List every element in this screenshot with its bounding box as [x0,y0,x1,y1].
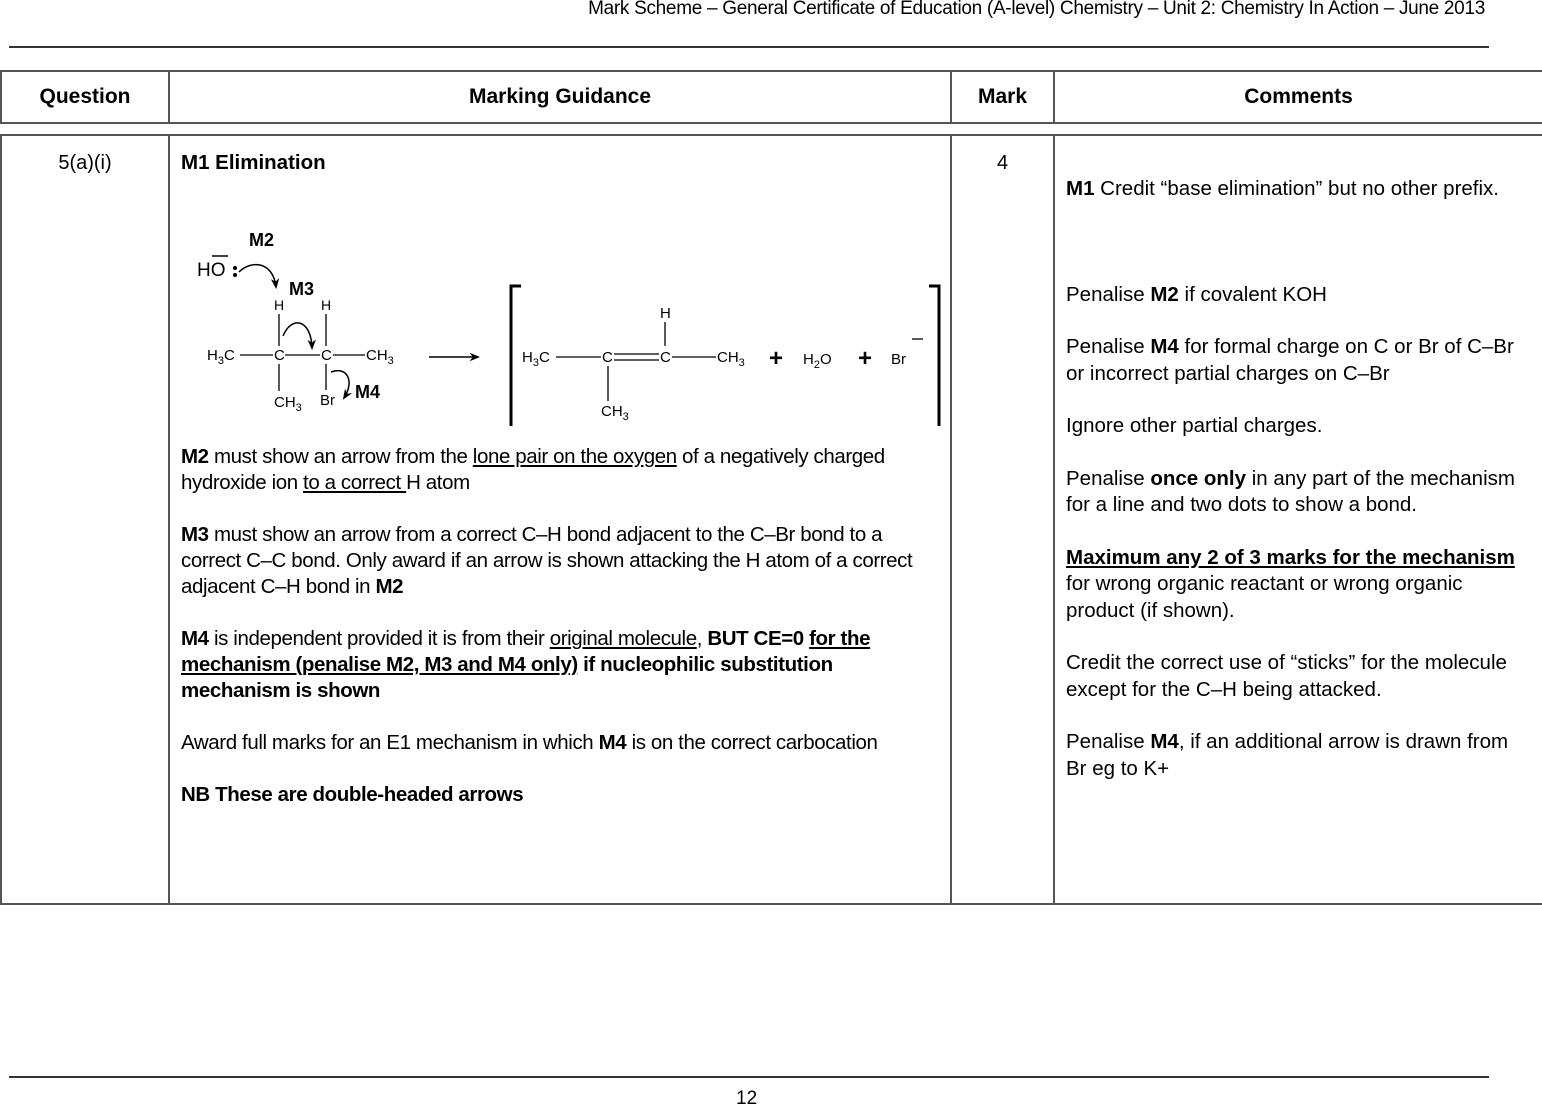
label-m3: M3 [289,279,315,299]
column-header-question: Question [1,71,169,123]
atom-c1: C [274,347,285,364]
svg-text:Br: Br [891,351,906,368]
product-water [803,351,832,371]
comment-m2-covalent: Penalise M2 if covalent KOH [1066,282,1327,306]
header-rule [9,46,1489,48]
plus-sign-2: + [858,345,873,372]
atom-br: Br [320,392,335,409]
comment-sticks: Credit the correct use of “sticks” for the molecule except for the C–H being attacked. [1066,651,1507,701]
svg-text:CH3: $CH_3$ [366,347,394,367]
guidance-m3: M3 must show an arrow from a correct C–H bond adjacent to the C–Br bond to a correct C–C bond. Only award if an arrow is shown attacking the H atom of a correct adjacent C–H bond in M2 [181,523,913,598]
table-body [0,134,1542,905]
bracket-left [511,286,521,426]
comment-partial-charges: Ignore other partial charges. [1066,414,1323,437]
page-number: 12 [736,1088,758,1109]
svg-text:C: C [602,349,613,366]
svg-text:HO: HO [197,260,226,281]
question-number: 5(a)(i) [1,135,169,904]
atom-c2: C [321,347,332,364]
svg-text:CH3: $CH_3$ [601,403,629,423]
atom-ch3-bottom [274,394,302,414]
curly-arrow-m2 [239,265,276,287]
hydroxide-ion [197,256,237,281]
bracket-right [929,286,939,426]
comment-once-only: Penalise once only in any part of the mechanism for a line and two dots to show a bond. [1066,466,1515,516]
svg-text:H3C: $H_3C$ [522,349,550,369]
guidance-e1: Award full marks for an E1 mechanism in which M4 is on the correct carbocation [181,731,878,754]
product-alkene [522,305,745,423]
guidance-note: NB These are double-headed arrows [181,783,524,806]
plus-sign-1: + [769,345,784,372]
atom-ch3-right [366,347,394,367]
comment-m1: M1 Credit “base elimination” but no other prefix. [1066,177,1499,200]
curly-arrow-m3 [283,323,312,348]
marking-guidance-cell [169,135,951,904]
svg-text:H: H [660,305,671,322]
svg-text:H2O: $H_2O$ [803,351,832,371]
svg-text:CH3: $CH_3$ [274,394,302,414]
column-header-marking-guidance: Marking Guidance [169,71,951,123]
svg-text:C: C [660,349,671,366]
svg-text:H3C: $H_3C$ [207,347,235,367]
running-header: Mark Scheme – General Certificate of Education (A-level) Chemistry – Unit 2: Chemistry In Action – June 2013 [588,0,1485,19]
mechanism-diagram [181,176,951,426]
comments-cell [1054,135,1542,904]
atom-h3c [207,347,235,367]
table-header [0,70,1542,124]
guidance-m4: M4 is independent provided it is from their original molecule, BUT CE=0 for the mechanism (penalise M2, M3 and M4 only) if nucleophilic substitution mechanism is shown [181,627,871,702]
mark-value: 4 [951,135,1054,904]
comment-m4-charge: Penalise M4 for formal charge on C or Br of C–Br or incorrect partial charges on C–Br [1066,335,1514,385]
guidance-m2: M2 must show an arrow from the lone pair on the oxygen of a negatively charged hydroxide ion to a correct H atom [181,445,885,494]
column-header-comments: Comments [1054,71,1542,123]
label-m2: M2 [249,230,275,250]
product-bromide-ion [891,339,923,368]
atom-h-right: H [321,297,332,313]
table-row [1,135,1542,904]
svg-text:CH3: $CH_3$ [717,349,745,369]
m1-title: M1 Elimination [181,151,326,174]
comment-maximum-marks: Maximum any 2 of 3 marks for the mechanism for wrong organic reactant or wrong organic product (if shown). [1066,545,1515,622]
label-m4: M4 [355,382,381,402]
column-header-mark: Mark [951,71,1054,123]
atom-h-left: H [274,297,285,313]
footer-rule [9,1076,1489,1078]
comment-additional-arrow: Penalise M4, if an additional arrow is drawn from Br eg to K+ [1066,730,1509,780]
